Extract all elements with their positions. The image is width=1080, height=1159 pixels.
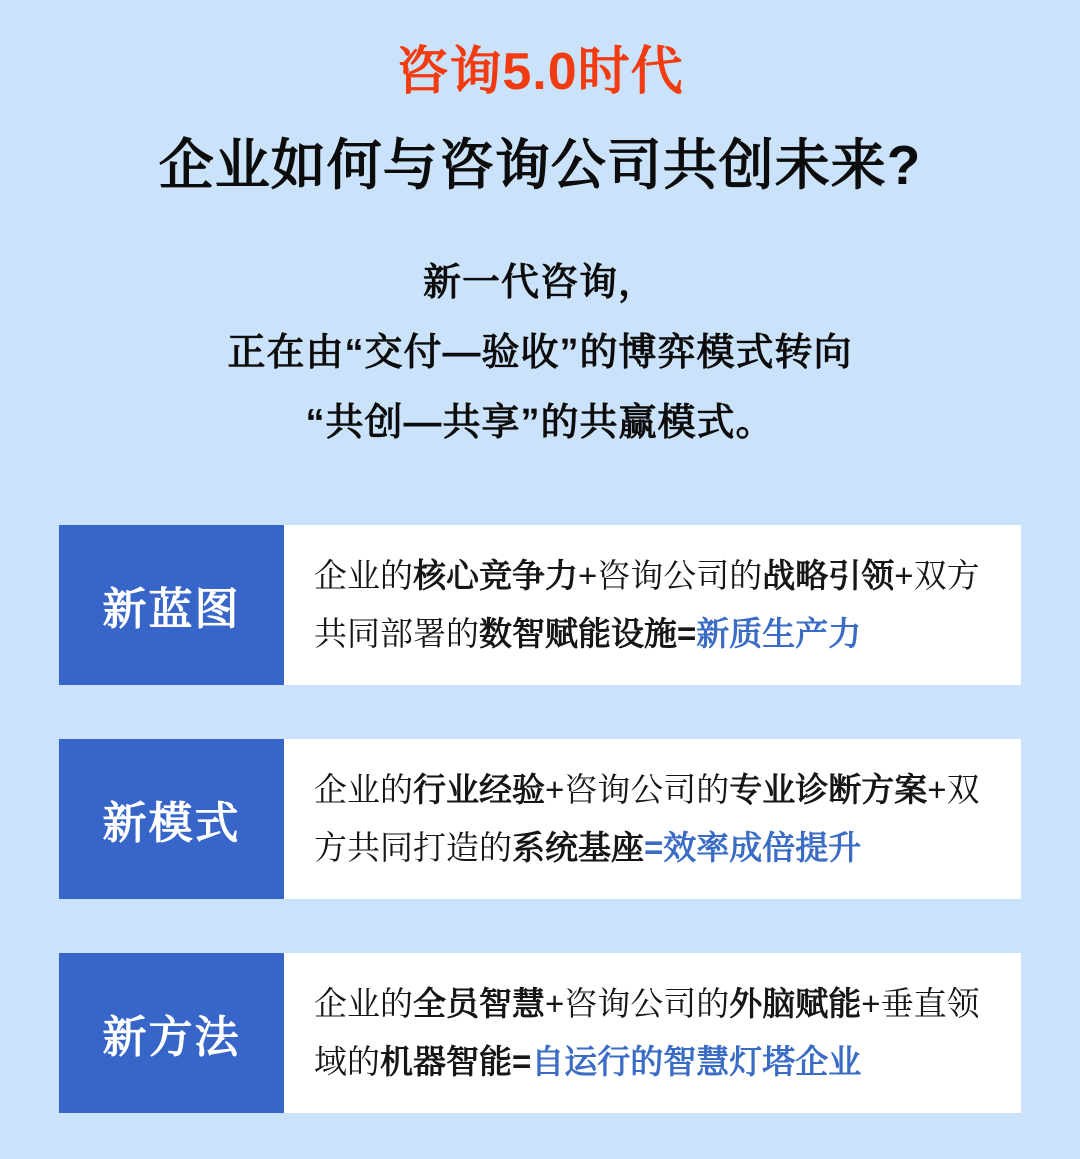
text-segment: 企业的: [314, 771, 413, 808]
card-text: [284, 761, 1021, 877]
text-segment: 双方共同打造的: [314, 771, 980, 866]
intro-line-3: “共创—共享”的共赢模式。: [305, 402, 775, 444]
text-segment: +: [545, 771, 565, 808]
text-segment: +: [545, 985, 565, 1022]
page-title: 咨询5.0时代: [396, 43, 684, 101]
text-segment: 外脑赋能: [729, 985, 862, 1022]
text-segment: 企业的: [314, 985, 413, 1022]
text-segment: +: [861, 985, 881, 1022]
highlight-text-segment: 效率成倍提升: [663, 829, 862, 866]
card-3: [59, 953, 1021, 1113]
text-segment: 咨询公司的: [564, 985, 730, 1022]
card-body: [284, 953, 1021, 1113]
text-segment: +: [894, 557, 914, 594]
cards-list: [0, 525, 1080, 1113]
card-text: [284, 975, 1021, 1091]
card-text: [284, 547, 1021, 663]
card-label: 新方法: [59, 953, 284, 1113]
intro-line-1: 新一代咨询，: [422, 262, 657, 304]
text-segment: 核心竞争力: [413, 557, 578, 594]
intro-text: [0, 248, 1080, 458]
highlight-text-segment: 自运行的智慧灯塔企业: [531, 1043, 862, 1080]
highlight-text-segment: 新质生产力: [696, 615, 862, 652]
card-label: 新模式: [59, 739, 284, 899]
card-body: [284, 739, 1021, 899]
text-segment: 机器智能: [380, 1043, 512, 1080]
text-segment: 专业诊断方案: [729, 771, 928, 808]
text-segment: +: [578, 557, 598, 594]
text-segment: 咨询公司的: [597, 557, 763, 594]
text-segment: =: [512, 1043, 532, 1080]
highlight-text-segment: =: [644, 829, 664, 866]
page-subtitle: 企业如何与咨询公司共创未来?: [158, 134, 922, 196]
card-2: [59, 739, 1021, 899]
text-segment: 数智赋能设施: [479, 615, 677, 652]
text-segment: 行业经验: [413, 771, 545, 808]
text-segment: 咨询公司的: [564, 771, 730, 808]
card-1: [59, 525, 1021, 685]
intro-line-2: 正在由“交付—验收”的博弈模式转向: [227, 332, 853, 374]
text-segment: 系统基座: [512, 829, 644, 866]
text-segment: 双方共同部署的: [314, 557, 980, 652]
text-segment: 企业的: [314, 557, 413, 594]
text-segment: +: [927, 771, 947, 808]
text-segment: 战略引领: [762, 557, 895, 594]
text-segment: 全员智慧: [413, 985, 545, 1022]
text-segment: 垂直领域的: [314, 985, 980, 1080]
card-body: [284, 525, 1021, 685]
text-segment: =: [677, 615, 697, 652]
card-label: 新蓝图: [59, 525, 284, 685]
